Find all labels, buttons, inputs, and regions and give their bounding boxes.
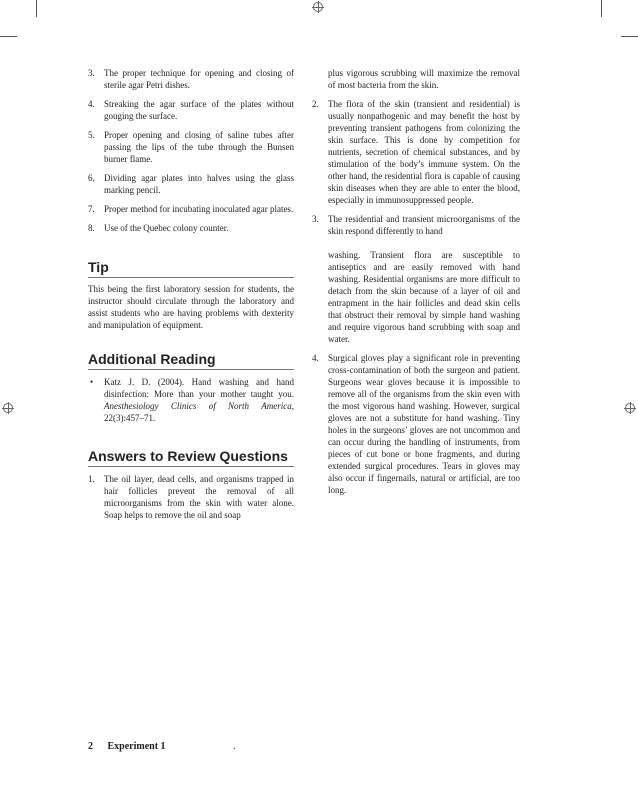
crop-mark-top-left-h	[0, 36, 17, 37]
additional-reading-heading: Additional Reading	[88, 353, 294, 370]
answer-continuation: plus vigorous scrubbing will maximize the removal of most bacteria from the skin.	[328, 68, 520, 90]
tip-section	[88, 261, 294, 331]
answers-list	[88, 473, 294, 521]
page-number: 2	[88, 741, 93, 752]
registration-mark-right-icon	[625, 403, 635, 413]
crop-mark-top-left-v	[36, 0, 37, 17]
chapter-name: Experiment 1	[107, 741, 166, 752]
list-item: 7. Proper method for incubating inoculated agar plates.	[88, 204, 294, 214]
objectives-list	[88, 67, 294, 234]
answers-list-continued	[312, 98, 520, 237]
bullet-icon: •	[90, 377, 94, 387]
left-column	[88, 67, 294, 528]
footer-dot: .	[233, 741, 236, 752]
additional-reading-section	[88, 353, 294, 424]
answer-continuation: washing. Transient flora are susceptible to antiseptics and are easily removed with hand washing. Residential organisms are more difficult to detach from the skin because of a layer of oil and entrapment in the hair follicles and dead skin cells that obstruct their removal by simple hand washing and require vigorous hand scrubbing with soap and water.	[328, 250, 520, 344]
list-item: 3. The proper technique for opening and closing of sterile agar Petri dishes.	[88, 68, 294, 90]
answer-item: 1. The oil layer, dead cells, and organisms trapped in hair follicles prevent the removal of all microorganisms from the skin with water alone. Soap helps to remove the oil and soap	[88, 474, 294, 520]
right-column	[312, 67, 520, 503]
registration-mark-top-icon	[313, 2, 323, 12]
answer-item: 2. The flora of the skin (transient and residential) is usually nonpathogenic and may benefit the host by preventing transient pathogens from colonizing the skin surface. This is done by competition for nutrients, secretion of chemical substances, and by stimulation of the body’s immune system. On the other hand, the residential flora is capable of causing skin diseases when they are able to enter the blood, especially in immunosuppressed people.	[312, 99, 520, 205]
reading-item: • Katz J. D. (2004). Hand washing and hand disinfection: More than your mother taught you. Anesthesiology Clinics of North America, 22(3):457–71.	[90, 377, 294, 423]
tip-heading: Tip	[88, 261, 294, 278]
tip-text: This being the first laboratory session for students, the instructor should circulate through the laboratory and assist students who are having problems with dexterity and manipulation of equipment.	[88, 284, 294, 330]
page-footer	[88, 741, 236, 752]
answers-section	[88, 450, 294, 521]
list-item: 5. Proper opening and closing of saline tubes after passing the lips of the tube through the Bunsen burner flame.	[88, 130, 294, 164]
registration-mark-left-icon	[3, 403, 13, 413]
answer-item: 4. Surgical gloves play a significant role in preventing cross-contamination of both the surgeon and patient. Surgeons wear gloves because it is impossible to remove all of the organisms from the skin even with the most vigorous hand washing. However, surgical gloves are not a substitute for hand washing. Tiny holes in the surgeons’ gloves are not uncommon and can occur during the handling of instruments, from pieces of cut bone or bone fragments, and during extended surgical procedures. Tears in gloves may also occur if fingernails, natural or artificial, are too long.	[312, 353, 520, 495]
crop-mark-top-right-v	[601, 0, 602, 17]
answers-heading: Answers to Review Questions	[88, 450, 294, 467]
list-item: 6. Dividing agar plates into halves using the glass marking pencil.	[88, 173, 294, 195]
reading-list	[88, 376, 294, 424]
answers-list-continued	[312, 352, 520, 496]
list-item: 8. Use of the Quebec colony counter.	[88, 223, 229, 233]
crop-mark-top-right-h	[621, 36, 638, 37]
list-item: 4. Streaking the agar surface of the plates without gouging the surface.	[88, 99, 294, 121]
answer-item: 3. The residential and transient microorganisms of the skin respond differently to hand	[312, 214, 520, 236]
